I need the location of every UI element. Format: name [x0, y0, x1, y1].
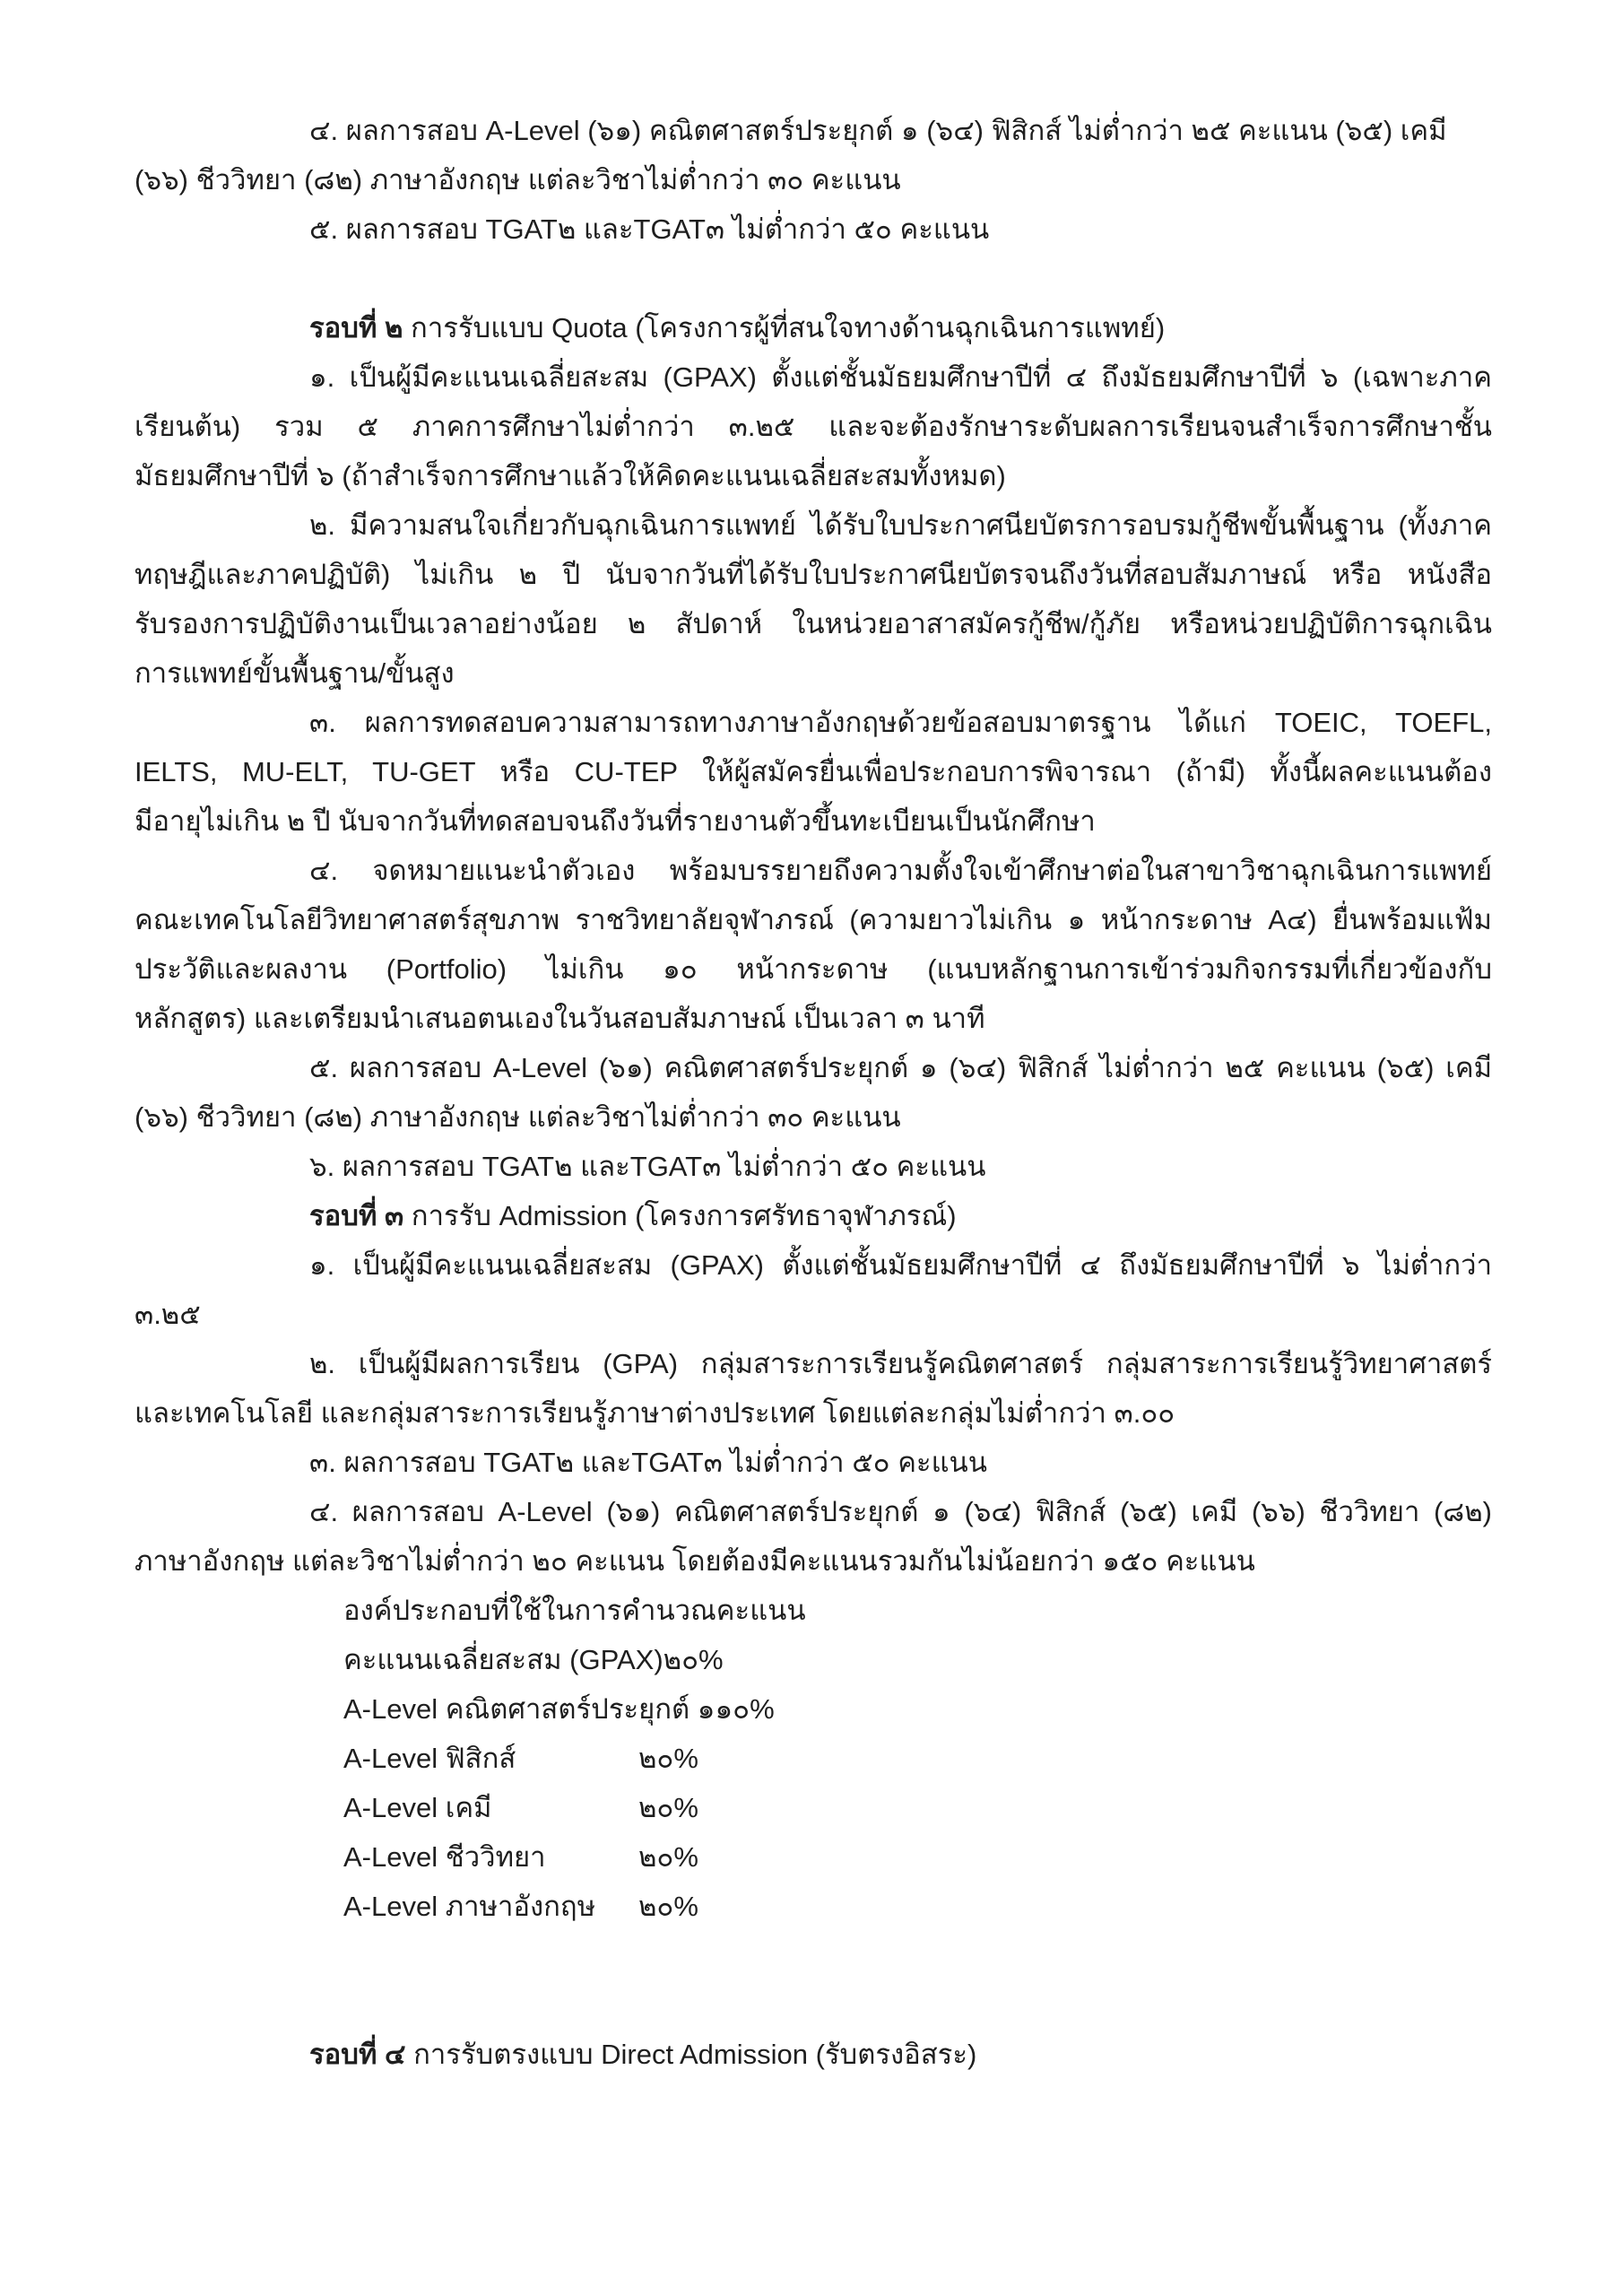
paragraph-line: ประวัติและผลงาน (Portfolio) ไม่เกิน ๑๐ หน้ากระดาษ (แนบหลักฐานการเข้าร่วมกิจกรรมที่เกี่ยวข้องกับ	[134, 953, 1492, 985]
section-heading	[134, 2030, 1492, 2079]
score-weight-row	[134, 1783, 1492, 1832]
paragraph-line: หลักสูตร) และเตรียมนำเสนอตนเองในวันสอบสัมภาษณ์ เป็นเวลา ๓ นาที	[134, 1003, 985, 1034]
line-gap	[134, 1980, 1492, 2030]
score-weight-row	[134, 1734, 1492, 1783]
section-heading	[134, 303, 1492, 352]
paragraph-line: ๓. ผลการทดสอบความสามารถทางภาษาอังกฤษด้วยข้อสอบมาตรฐาน ได้แก่ TOEIC, TOEFL,	[309, 707, 1492, 738]
section-heading	[134, 1191, 1492, 1240]
paragraph-line: (๖๖) ชีววิทยา (๘๒) ภาษาอังกฤษ แต่ละวิชาไม่ต่ำกว่า ๓๐ คะแนน	[134, 164, 901, 196]
paragraph-line: องค์ประกอบที่ใช้ในการคำนวณคะแนน	[343, 1595, 806, 1626]
line-gap	[134, 1931, 1492, 1980]
score-weight-value: ๒๐%	[663, 1644, 724, 1675]
score-weight-row	[134, 1882, 1492, 1931]
score-weight-label: A-Level ภาษาอังกฤษ	[343, 1891, 596, 1922]
score-weight-value: ๑๐%	[715, 1693, 775, 1725]
paragraph-line: ๔. ผลการสอบ A-Level (๖๑) คณิตศาสตร์ประยุกต์ ๑ (๖๔) ฟิสิกส์ (๖๕) เคมี (๖๖) ชีววิทยา (๘๒)	[309, 1496, 1492, 1527]
section-heading-title: การรับ Admission (โครงการศรัทธาจุฬาภรณ์)	[403, 1200, 957, 1231]
score-weight-label: A-Level คณิตศาสตร์ประยุกต์ ๑	[343, 1693, 716, 1725]
paragraph-line: ๓. ผลการสอบ TGAT๒ และTGAT๓ ไม่ต่ำกว่า ๕๐ คะแนน	[309, 1447, 987, 1478]
paragraph-line: ๕. ผลการสอบ A-Level (๖๑) คณิตศาสตร์ประยุกต์ ๑ (๖๔) ฟิสิกส์ ไม่ต่ำกว่า ๒๕ คะแนน (๖๕) เคมี	[309, 1052, 1492, 1083]
paragraph-line: มัธยมศึกษาปีที่ ๖ (ถ้าสำเร็จการศึกษาแล้วให้คิดคะแนนเฉลี่ยสะสมทั้งหมด)	[134, 460, 1006, 491]
paragraph-line: ๔. จดหมายแนะนำตัวเอง พร้อมบรรยายถึงความตั้งใจเข้าศึกษาต่อในสาขาวิชาฉุกเฉินการแพทย์	[309, 855, 1492, 886]
paragraph-line: ทฤษฎีและภาคปฏิบัติ) ไม่เกิน ๒ ปี นับจากวันที่ได้รับใบประกาศนียบัตรจนถึงวันที่สอบสัมภาษณ์ หรือ หนังสือ	[134, 559, 1492, 590]
score-weight-label: คะแนนเฉลี่ยสะสม (GPAX)	[343, 1644, 664, 1675]
paragraph-line: เรียนต้น) รวม ๕ ภาคการศึกษาไม่ต่ำกว่า ๓.๒๕ และจะต้องรักษาระดับผลการเรียนจนสำเร็จการศึกษาชั้น	[134, 411, 1492, 442]
score-weight-label: A-Level ฟิสิกส์	[343, 1743, 516, 1774]
paragraph-line: ๓.๒๕	[134, 1299, 201, 1330]
score-weight-value: ๒๐%	[638, 1743, 698, 1774]
paragraph-line: IELTS, MU-ELT, TU-GET หรือ CU-TEP ให้ผู้สมัครยื่นเพื่อประกอบการพิจารณา (ถ้ามี) ทั้งนี้ผลคะแนนต้อง	[134, 756, 1492, 787]
paragraph-line: ๖. ผลการสอบ TGAT๒ และTGAT๓ ไม่ต่ำกว่า ๕๐ คะแนน	[309, 1151, 986, 1182]
paragraph-line: ๑. เป็นผู้มีคะแนนเฉลี่ยสะสม (GPAX) ตั้งแต่ชั้นมัธยมศึกษาปีที่ ๔ ถึงมัธยมศึกษาปีที่ ๖ (เฉพาะภาค	[309, 361, 1492, 393]
score-weight-row	[134, 1832, 1492, 1882]
paragraph-line: ๔. ผลการสอบ A-Level (๖๑) คณิตศาสตร์ประยุกต์ ๑ (๖๔) ฟิสิกส์ ไม่ต่ำกว่า ๒๕ คะแนน (๖๕) เคมี	[309, 115, 1447, 146]
line-gap	[134, 254, 1492, 303]
paragraph-line: (๖๖) ชีววิทยา (๘๒) ภาษาอังกฤษ แต่ละวิชาไม่ต่ำกว่า ๓๐ คะแนน	[134, 1101, 901, 1133]
paragraph-line: ๕. ผลการสอบ TGAT๒ และTGAT๓ ไม่ต่ำกว่า ๕๐ คะแนน	[309, 213, 990, 245]
paragraph-line: มีอายุไม่เกิน ๒ ปี นับจากวันที่ทดสอบจนถึงวันที่รายงานตัวขึ้นทะเบียนเป็นนักศึกษา	[134, 805, 1096, 837]
paragraph-line: ๒. เป็นผู้มีผลการเรียน (GPA) กลุ่มสาระการเรียนรู้คณิตศาสตร์ กลุ่มสาระการเรียนรู้วิทยาศาสตร์	[309, 1348, 1492, 1379]
paragraph-line: คณะเทคโนโลยีวิทยาศาสตร์สุขภาพ ราชวิทยาลัยจุฬาภรณ์ (ความยาวไม่เกิน ๑ หน้ากระดาษ A๔) ยื่นพร้อมแฟ้ม	[134, 904, 1492, 935]
paragraph-line: ๑. เป็นผู้มีคะแนนเฉลี่ยสะสม (GPAX) ตั้งแต่ชั้นมัธยมศึกษาปีที่ ๔ ถึงมัธยมศึกษาปีที่ ๖ ไม่ต่ำกว่า	[309, 1249, 1492, 1281]
section-heading-round-number: รอบที่ ๔	[309, 2039, 406, 2070]
section-heading-title: การรับแบบ Quota (โครงการผู้ที่สนใจทางด้านฉุกเฉินการแพทย์)	[403, 312, 1166, 344]
section-heading-round-number: รอบที่ ๓	[309, 1200, 404, 1231]
score-weight-row	[134, 1635, 1492, 1684]
score-weight-row	[134, 1684, 1492, 1734]
section-heading-round-number: รอบที่ ๒	[309, 312, 403, 344]
paragraph-line: ๒. มีความสนใจเกี่ยวกับฉุกเฉินการแพทย์ ได้รับใบประกาศนียบัตรการอบรมกู้ชีพขั้นพื้นฐาน (ทั้งภาค	[309, 509, 1492, 541]
score-weight-label: A-Level ชีววิทยา	[343, 1841, 546, 1873]
section-heading-title: การรับตรงแบบ Direct Admission (รับตรงอิสระ)	[405, 2039, 977, 2070]
paragraph-line: ภาษาอังกฤษ แต่ละวิชาไม่ต่ำกว่า ๒๐ คะแนน โดยต้องมีคะแนนรวมกันไม่น้อยกว่า ๑๕๐ คะแนน	[134, 1545, 1255, 1577]
paragraph-line: รับรองการปฏิบัติงานเป็นเวลาอย่างน้อย ๒ สัปดาห์ ในหน่วยอาสาสมัครกู้ชีพ/กู้ภัย หรือหน่วยปฏิบัติการฉุกเฉิน	[134, 608, 1492, 639]
score-weight-label: A-Level เคมี	[343, 1792, 492, 1823]
score-weight-value: ๒๐%	[638, 1891, 698, 1922]
paragraph-line: การแพทย์ขั้นพื้นฐาน/ขั้นสูง	[134, 657, 455, 689]
paragraph-line: และเทคโนโลยี และกลุ่มสาระการเรียนรู้ภาษาต่างประเทศ โดยแต่ละกลุ่มไม่ต่ำกว่า ๓.๐๐	[134, 1397, 1175, 1429]
score-weight-value: ๒๐%	[638, 1841, 698, 1873]
score-weight-value: ๒๐%	[638, 1792, 698, 1823]
